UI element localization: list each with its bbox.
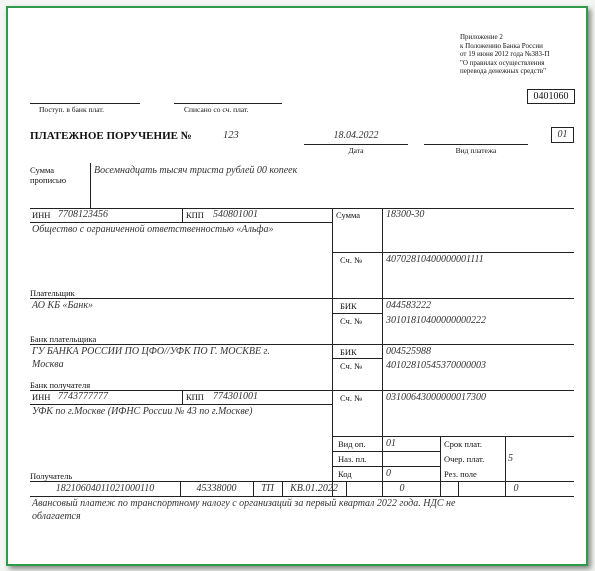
appendix-line-5: перевода денежных средств": [460, 67, 547, 75]
form-code: 0401060: [527, 89, 575, 104]
payee-bank-bik: 004525988: [386, 346, 431, 357]
tax-period: КВ.01.2022: [290, 483, 338, 494]
payer-bank-bik-label: БИК: [340, 301, 357, 311]
tax-kbk: 18210604011021000110: [55, 483, 155, 494]
status-code: 01: [551, 127, 574, 143]
payer-account: 40702810400000001111: [386, 254, 484, 265]
payee-account-label: Сч. №: [340, 393, 363, 403]
line-payer-bottom: [30, 298, 574, 299]
code-value: 0: [386, 468, 391, 479]
line-payee-account-bottom: [332, 436, 574, 437]
appendix-line-3: от 19 июня 2012 года №383-П: [460, 50, 550, 58]
payment-type-label: Вид платежа: [455, 146, 497, 155]
line-payer-bank-bottom: [30, 344, 574, 345]
payer-bank-label: Банк плательщика: [30, 334, 97, 344]
line-optype-bottom: [332, 451, 440, 452]
divider-main: [332, 208, 333, 496]
appendix-line-2: к Положению Банка России: [460, 41, 543, 50]
divider-values: [382, 208, 383, 496]
amount-words-label-2: прописью: [30, 175, 67, 185]
order-label: Очер. плат.: [444, 454, 485, 464]
payment-type-line: [424, 144, 528, 145]
reserve-label: Рез. поле: [444, 469, 477, 479]
payer-label: Плательщик: [30, 288, 75, 298]
payee-bank-name-1: ГУ БАНКА РОССИИ ПО ЦФО//УФК ПО Г. МОСКВЕ г.: [32, 346, 270, 357]
payer-name: Общество с ограниченной ответственностью «Альфа»: [32, 224, 274, 235]
document-title: ПЛАТЕЖНОЕ ПОРУЧЕНИЕ №: [30, 130, 192, 142]
sum-label: Сумма: [336, 210, 361, 220]
amount-words-label-1: Сумма: [30, 165, 55, 175]
line-payee-inn-bottom: [30, 404, 332, 405]
line-tax-top: [30, 481, 574, 482]
divider-payer-kpp: [182, 208, 183, 222]
line-sum-bottom: [332, 252, 574, 253]
line-inn-bottom: [30, 222, 332, 223]
divider-payee-kpp: [182, 390, 183, 404]
line-payee-bik-bottom: [332, 358, 382, 359]
purpose-code-label: Наз. пл.: [338, 454, 367, 464]
payee-name: УФК по г.Москве (ИФНС России № 43 по г.Москве): [32, 406, 253, 417]
debited-line: [174, 103, 282, 104]
code-label: Код: [338, 469, 352, 479]
payer-bank-account: 30101810400000000222: [386, 315, 486, 326]
tax-doc-number: 0: [399, 483, 405, 494]
payee-bank-bik-label: БИК: [340, 347, 357, 357]
received-line: [30, 103, 140, 104]
debited-label: Списано со сч. плат.: [184, 105, 249, 114]
amount-words-value: Восемнадцать тысяч триста рублей 00 копеек: [94, 165, 298, 176]
payee-kpp-label: КПП: [186, 392, 204, 402]
line-inn-top: [30, 208, 574, 209]
payer-bank-name: АО КБ «Банк»: [32, 300, 94, 311]
payer-account-label: Сч. №: [340, 255, 363, 265]
date-label: Дата: [348, 146, 364, 155]
appendix-note: [460, 33, 549, 76]
payer-kpp: 540801001: [213, 209, 258, 220]
tax-doc-date: 0: [513, 483, 519, 494]
sum-value: 18300-30: [386, 209, 425, 220]
line-tax-bottom: [30, 496, 574, 497]
payer-inn: 7708123456: [58, 209, 108, 220]
payer-bank-account-label: Сч. №: [340, 316, 363, 326]
purpose-line-2: облагается: [32, 511, 81, 522]
payer-kpp-label: КПП: [186, 210, 204, 220]
tax-basis: ТП: [261, 483, 274, 494]
amount-words-divider: [90, 163, 91, 208]
payer-inn-label: ИНН: [32, 210, 51, 220]
payee-account: 03100643000000017300: [386, 392, 486, 403]
op-type-label: Вид оп.: [338, 439, 366, 449]
payee-bank-name-2: Москва: [32, 359, 64, 370]
payee-bank-account-label: Сч. №: [340, 361, 363, 371]
line-purpose-bottom: [332, 466, 440, 467]
received-label: Поступ. в банк плат.: [39, 105, 104, 114]
order-value: 5: [508, 453, 513, 464]
op-type: 01: [386, 438, 396, 449]
payee-inn-label: ИНН: [32, 392, 51, 402]
amount-words-label: [30, 165, 66, 185]
payment-order-form: [6, 6, 588, 566]
payee-kpp: 774301001: [213, 391, 258, 402]
purpose-line-1: Авансовый платеж по транспортному налогу с организаций за первый квартал 2022 года. НДС не: [32, 498, 456, 509]
payee-bank-label: Банк получателя: [30, 380, 91, 390]
payee-bank-account: 40102810545370000003: [386, 360, 486, 371]
date-line: [304, 144, 408, 145]
term-label: Срок плат.: [444, 439, 482, 449]
line-payee-bank-bottom: [30, 390, 574, 391]
document-number: 123: [223, 130, 239, 141]
payee-label: Получатель: [30, 471, 73, 481]
tax-oktmo: 45338000: [196, 483, 237, 494]
line-payer-bik-bottom: [332, 313, 382, 314]
appendix-line-4: "О правилах осуществления: [460, 58, 545, 67]
appendix-line-1: Приложение 2: [460, 33, 503, 41]
payer-bank-bik: 044583222: [386, 300, 431, 311]
payee-inn: 7743777777: [58, 391, 108, 402]
document-date: 18.04.2022: [333, 130, 379, 141]
